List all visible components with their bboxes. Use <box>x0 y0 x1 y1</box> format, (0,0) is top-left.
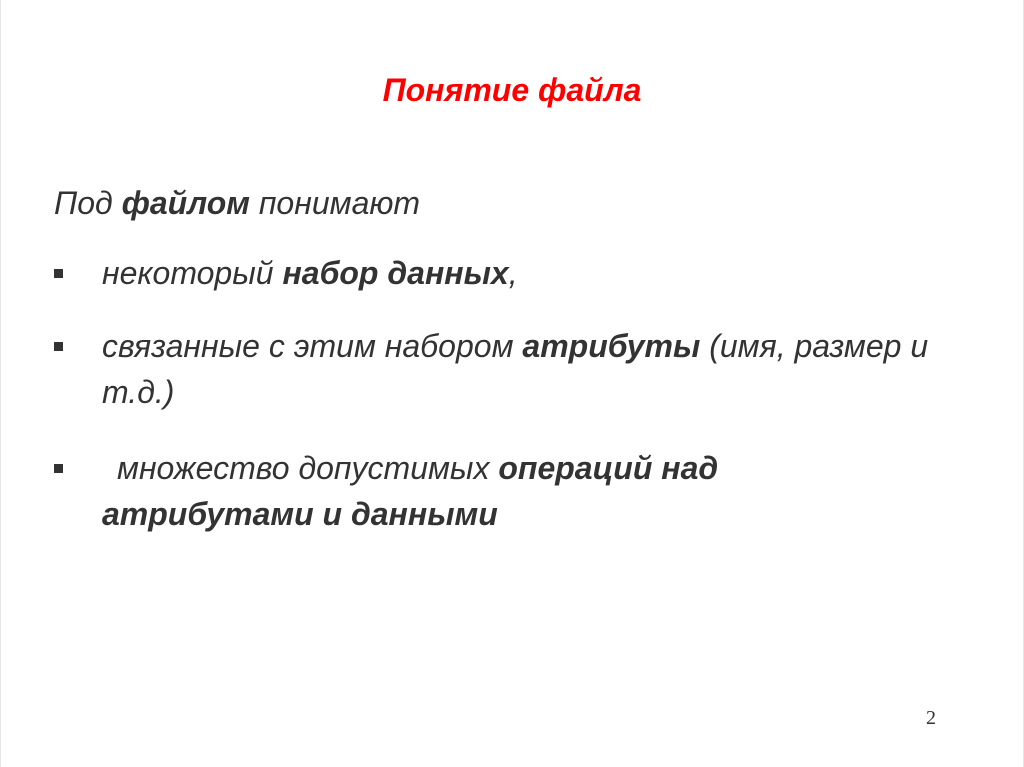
bullet-text-post: (имя, размер и т.д.) <box>102 328 929 410</box>
bullet-term-operations-cont: атрибутами и данными <box>102 496 498 532</box>
square-bullet-icon <box>54 464 63 473</box>
bullet-text-pre: множество допустимых <box>117 450 499 486</box>
bullet-term-operations: операций над <box>498 450 719 486</box>
bullet-term-data-set: набор данных <box>282 255 509 291</box>
bullet-text <box>102 445 982 537</box>
intro-term-file: файлом <box>121 185 250 221</box>
bullet-term-attributes: атрибуты <box>522 328 701 364</box>
page-number: 2 <box>926 707 936 729</box>
intro-text-post: понимают <box>249 185 421 221</box>
square-bullet-icon <box>54 342 63 351</box>
bullet-text <box>102 250 982 296</box>
intro-line <box>54 185 420 222</box>
bullet-text-post: , <box>508 255 518 291</box>
slide-title: Понятие файла <box>382 72 642 108</box>
square-bullet-icon <box>54 269 63 278</box>
bullet-text <box>102 323 982 415</box>
intro-text-pre: Под <box>54 185 122 221</box>
bullet-text-pre: некоторый <box>102 255 283 291</box>
bullet-text-pre: связанные с этим набором <box>102 328 523 364</box>
